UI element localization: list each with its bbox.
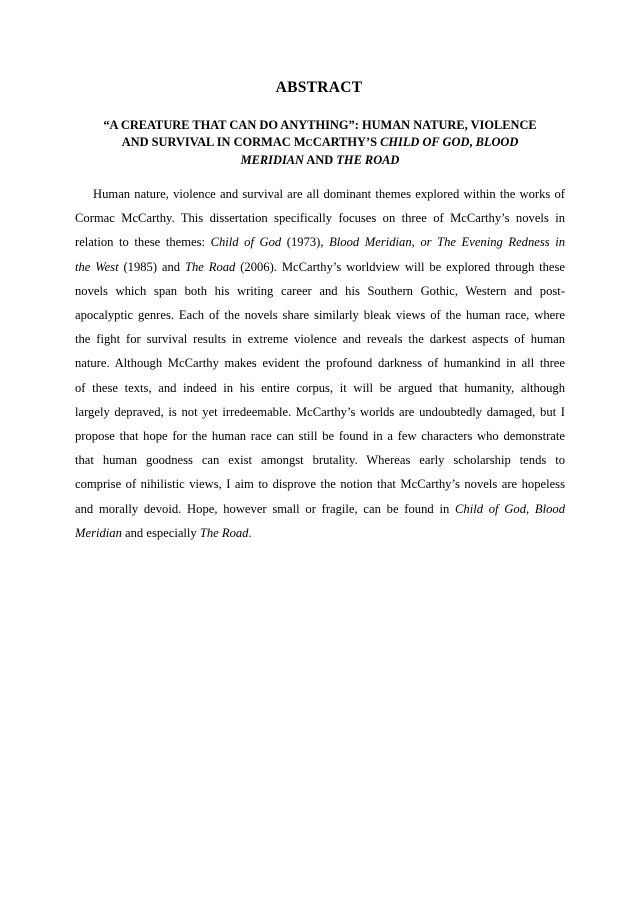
body-line: and morally devoid. Hope, however small or fragile, can be found in Child of God, Blood [75,501,566,516]
title-book-child-of-god: CHILD OF GOD [380,135,470,149]
body-line-last: Meridian and especially The Road. [75,525,252,540]
body-line: propose that hope for the human race can still be found in a few characters who demonstrate [75,429,565,444]
title-book-blood: BLOOD [475,135,519,149]
body-line: the West (1985) and The Road (2006). McCarthy’s worldview will be explored through these [75,259,565,274]
body-line: that human goodness can exist amongst brutality. Whereas early scholarship tends to [75,453,565,468]
title-line-1: “A CREATURE THAT CAN DO ANYTHING”: HUMAN NATURE, VIOLENCE [103,118,537,132]
abstract-body [75,182,565,545]
body-line: nature. Although McCarthy makes evident the profound darkness of humankind in all three [75,356,565,371]
title-book-meridian: MERIDIAN [240,153,304,167]
body-line: relation to these themes: Child of God (1973), Blood Meridian, or The Evening Redness in [75,235,566,250]
title-book-the-road: THE ROAD [336,153,400,167]
title-line-2a: AND SURVIVAL IN CORMAC M [121,135,306,149]
body-line: the fight for survival results in extreme violence and reveals the darkest aspects of human [75,332,565,347]
body-line: novels which span both his writing career and his Southern Gothic, Western and post- [75,283,565,298]
body-line: apocalyptic genres. Each of the novels share similarly bleak views of the human race, where [75,308,565,323]
title-line-2c: , [469,135,476,149]
title-line-3a: AND [304,153,337,167]
body-line: comprise of nihilistic views, I aim to disprove the notion that McCarthy’s novels are hopeless [75,477,565,492]
title-line-2-smallcap: C [305,138,313,149]
body-line: of these texts, and indeed in his entire corpus, it will be argued that humanity, although [75,380,565,395]
body-line: largely depraved, is not yet irredeemable. McCarthy’s worlds are undoubtedly damaged, but I [75,404,565,419]
body-line: Human nature, violence and survival are all dominant themes explored within the works of [93,187,565,201]
abstract-heading: ABSTRACT [275,79,363,96]
dissertation-title [90,117,550,169]
body-line: Cormac McCarthy. This dissertation specifically focuses on three of McCarthy’s novels in [75,211,565,226]
title-line-2b: CARTHY’S [312,135,381,149]
